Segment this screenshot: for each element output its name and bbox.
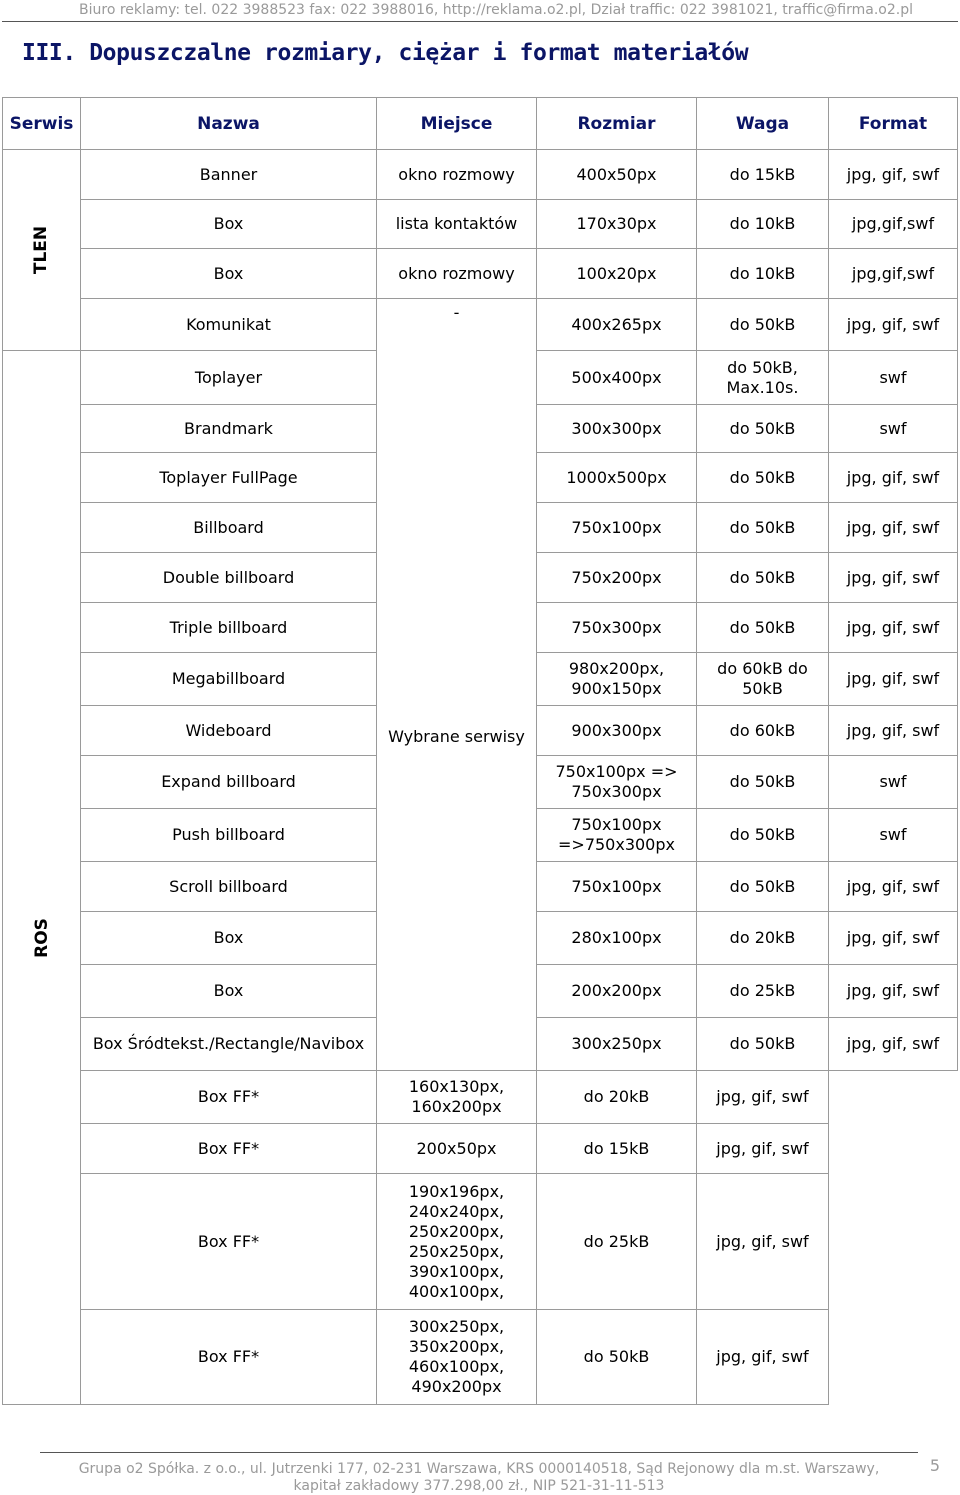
format-cell: jpg, gif, swf	[697, 1174, 829, 1310]
header-divider	[2, 21, 958, 22]
weight-cell: do 50kB	[697, 1018, 829, 1071]
format-cell: swf	[829, 351, 958, 405]
weight-cell: do 60kB do 50kB	[697, 653, 829, 706]
name-cell: Box FF*	[81, 1174, 377, 1310]
format-cell: swf	[829, 756, 958, 809]
name-cell: Box FF*	[81, 1071, 377, 1124]
size-cell: 160x130px, 160x200px	[377, 1071, 537, 1124]
format-cell: jpg,gif,swf	[829, 200, 958, 249]
column-header: Nazwa	[81, 98, 377, 150]
weight-cell: do 50kB	[697, 809, 829, 862]
format-cell: jpg, gif, swf	[829, 653, 958, 706]
table-row	[3, 200, 958, 249]
name-cell: Push billboard	[81, 809, 377, 862]
place-cell: lista kontaktów	[377, 200, 537, 249]
weight-cell: do 50kB, Max.10s.	[697, 351, 829, 405]
weight-cell: do 10kB	[697, 249, 829, 299]
weight-cell: do 50kB	[697, 603, 829, 653]
name-cell: Triple billboard	[81, 603, 377, 653]
format-cell: jpg, gif, swf	[829, 1018, 958, 1071]
name-cell: Expand billboard	[81, 756, 377, 809]
weight-cell: do 20kB	[697, 912, 829, 965]
service-label: ROS	[31, 917, 52, 958]
size-cell: 750x300px	[537, 603, 697, 653]
footer-divider	[40, 1452, 918, 1453]
size-cell: 750x100px => 750x300px	[537, 756, 697, 809]
size-cell: 280x100px	[537, 912, 697, 965]
place-cell: -	[377, 299, 537, 405]
format-cell: jpg, gif, swf	[829, 965, 958, 1018]
name-cell: Scroll billboard	[81, 862, 377, 912]
service-cell-tlen	[3, 150, 81, 351]
name-cell: Komunikat	[81, 299, 377, 351]
size-cell: 750x100px	[537, 862, 697, 912]
size-cell: 750x200px	[537, 553, 697, 603]
weight-cell: do 15kB	[697, 150, 829, 200]
format-cell: jpg, gif, swf	[829, 603, 958, 653]
name-cell: Box FF*	[81, 1124, 377, 1174]
format-cell: jpg, gif, swf	[829, 706, 958, 756]
column-header: Miejsce	[377, 98, 537, 150]
size-cell: 900x300px	[537, 706, 697, 756]
name-cell: Toplayer	[81, 351, 377, 405]
service-label: TLEN	[31, 225, 52, 275]
weight-cell: do 50kB	[537, 1310, 697, 1405]
weight-cell: do 50kB	[697, 756, 829, 809]
format-cell: jpg, gif, swf	[697, 1071, 829, 1124]
name-cell: Toplayer FullPage	[81, 453, 377, 503]
format-cell: swf	[829, 809, 958, 862]
table-row	[3, 150, 958, 200]
column-header: Serwis	[3, 98, 81, 150]
weight-cell: do 50kB	[697, 503, 829, 553]
size-cell: 750x100px	[537, 503, 697, 553]
place-cell: okno rozmowy	[377, 249, 537, 299]
weight-cell: do 60kB	[697, 706, 829, 756]
format-cell: swf	[829, 405, 958, 453]
name-cell: Wideboard	[81, 706, 377, 756]
size-cell: 750x100px =>750x300px	[537, 809, 697, 862]
name-cell: Box	[81, 965, 377, 1018]
size-cell: 300x300px	[537, 405, 697, 453]
format-cell: jpg, gif, swf	[829, 453, 958, 503]
size-cell: 300x250px, 350x200px, 460x100px, 490x200px	[377, 1310, 537, 1405]
weight-cell: do 15kB	[537, 1124, 697, 1174]
format-cell: jpg, gif, swf	[829, 150, 958, 200]
size-cell: 400x265px	[537, 299, 697, 351]
size-cell: 200x200px	[537, 965, 697, 1018]
size-cell: 500x400px	[537, 351, 697, 405]
weight-cell: do 25kB	[697, 965, 829, 1018]
size-cell: 100x20px	[537, 249, 697, 299]
size-cell: 980x200px, 900x150px	[537, 653, 697, 706]
format-cell: jpg, gif, swf	[829, 553, 958, 603]
weight-cell: do 50kB	[697, 299, 829, 351]
table-row	[3, 299, 958, 351]
name-cell: Banner	[81, 150, 377, 200]
table-row	[3, 405, 958, 453]
name-cell: Megabillboard	[81, 653, 377, 706]
table-row	[3, 1310, 958, 1405]
size-cell: 400x50px	[537, 150, 697, 200]
weight-cell: do 50kB	[697, 405, 829, 453]
weight-cell: do 50kB	[697, 453, 829, 503]
column-header: Rozmiar	[537, 98, 697, 150]
footer-line: kapitał zakładowy 377.298,00 zł., NIP 521-31-11-513	[293, 1478, 665, 1494]
place-cell: Wybrane serwisy	[377, 405, 537, 1071]
format-cell: jpg, gif, swf	[829, 299, 958, 351]
name-cell: Box Śródtekst./Rectangle/Navibox	[81, 1018, 377, 1071]
name-cell: Billboard	[81, 503, 377, 553]
size-cell: 190x196px, 240x240px, 250x200px, 250x250px, 390x100px, 400x100px,	[377, 1174, 537, 1310]
weight-cell: do 25kB	[537, 1174, 697, 1310]
service-cell-ros	[3, 351, 81, 1405]
page-header: Biuro reklamy: tel. 022 3988523 fax: 022 3988016, http://reklama.o2.pl, Dział traffic: 022 3981021, traffic@firma.o2.pl	[79, 2, 914, 18]
weight-cell: do 20kB	[537, 1071, 697, 1124]
name-cell: Double billboard	[81, 553, 377, 603]
format-cell: jpg, gif, swf	[697, 1310, 829, 1405]
weight-cell: do 50kB	[697, 862, 829, 912]
footer-line: Grupa o2 Spółka. z o.o., ul. Jutrzenki 177, 02-231 Warszawa, KRS 0000140518, Sąd Rejonowy dla m.st. Warszawy,	[78, 1461, 880, 1477]
weight-cell: do 10kB	[697, 200, 829, 249]
table-header-row	[3, 98, 958, 150]
name-cell: Brandmark	[81, 405, 377, 453]
page-footer	[40, 1461, 918, 1495]
size-cell: 200x50px	[377, 1124, 537, 1174]
table-row	[3, 1124, 958, 1174]
place-cell: okno rozmowy	[377, 150, 537, 200]
format-cell: jpg, gif, swf	[829, 503, 958, 553]
format-cell: jpg, gif, swf	[829, 862, 958, 912]
name-cell: Box	[81, 912, 377, 965]
name-cell: Box	[81, 249, 377, 299]
name-cell: Box FF*	[81, 1310, 377, 1405]
format-cell: jpg, gif, swf	[829, 912, 958, 965]
format-cell: jpg, gif, swf	[697, 1124, 829, 1174]
table-row	[3, 249, 958, 299]
table-row	[3, 1071, 958, 1124]
format-cell: jpg,gif,swf	[829, 249, 958, 299]
size-cell: 300x250px	[537, 1018, 697, 1071]
weight-cell: do 50kB	[697, 553, 829, 603]
table-row	[3, 1174, 958, 1310]
column-header: Format	[829, 98, 958, 150]
specs-table	[2, 97, 958, 1405]
page-title: III. Dopuszczalne rozmiary, ciężar i format materiałów	[22, 40, 749, 66]
name-cell: Box	[81, 200, 377, 249]
size-cell: 1000x500px	[537, 453, 697, 503]
page-number: 5	[929, 1456, 940, 1475]
size-cell: 170x30px	[537, 200, 697, 249]
column-header: Waga	[697, 98, 829, 150]
